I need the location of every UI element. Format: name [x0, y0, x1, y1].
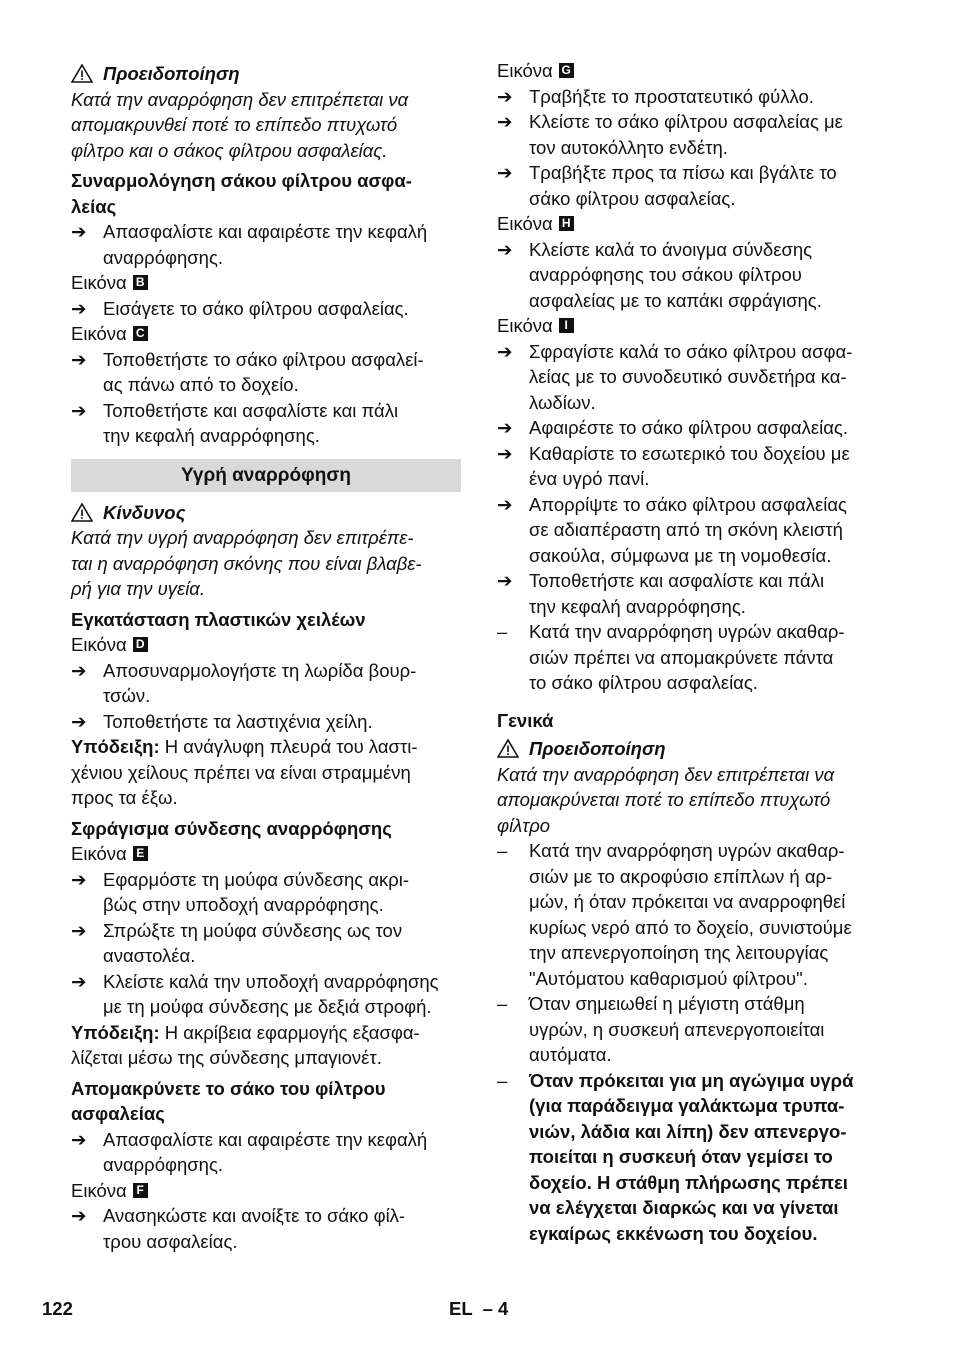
list-item: ➔ Απορρίψτε το σάκο φίλτρου ασφαλείας σε αδιαπέραστη από τη σκόνη κλειστή σακούλα, σύμφωνα με τη νομοθεσία.: [497, 492, 887, 569]
arrow-icon: ➔: [71, 659, 87, 681]
danger-text: Κατά την υγρή αναρρόφηση δεν επιτρέπε- ται η αναρρόφηση σκόνης που είναι βλαβε- ρή για την υγεία.: [71, 527, 422, 599]
warning-icon: [497, 739, 519, 758]
arrow-icon: ➔: [71, 348, 87, 370]
list-item: ➔ Εισάγετε το σάκο φίλτρου ασφαλείας.: [71, 296, 461, 322]
arrow-icon: ➔: [497, 238, 513, 260]
list-item: ➔ Ανασηκώστε και ανοίξτε το σάκο φίλ- τρου ασφαλείας.: [71, 1203, 461, 1254]
note-paragraph: Υπόδειξη: Η ακρίβεια εφαρμογής εξασφα- λίζεται μέσω της σύνδεσης μπαγιονέτ.: [71, 1021, 420, 1068]
arrow-icon: ➔: [71, 1205, 87, 1226]
section-heading: Σφράγισμα σύνδεσης αναρρόφησης: [71, 817, 392, 839]
list-item: ➔ Τοποθετήστε το σάκο φίλτρου ασφαλεί- ας πάνω από το δοχείο.: [71, 347, 461, 398]
section-heading: Εγκατάσταση πλαστικών χειλέων: [71, 608, 366, 630]
figure-letter-badge: H: [559, 216, 574, 231]
figure-reference: Εικόνα C: [71, 321, 461, 347]
danger-heading: Κίνδυνος: [71, 500, 461, 526]
figure-letter-badge: G: [559, 63, 574, 78]
figure-reference: Εικόνα B: [71, 270, 461, 296]
dash-bullet: –: [497, 840, 508, 861]
section-heading: Γενικά: [497, 709, 554, 731]
arrow-icon: ➔: [497, 493, 513, 515]
figure-reference: Εικόνα I: [497, 313, 887, 339]
figure-reference: Εικόνα F: [71, 1178, 461, 1204]
right-column: [497, 58, 887, 1246]
warning-text: Κατά την αναρρόφηση δεν επιτρέπεται να απομακρύνεται ποτέ το επίπεδο πτυχωτό φίλτρο: [497, 763, 835, 836]
figure-reference: Εικόνα G: [497, 58, 887, 84]
dash-list-item: – Όταν σημειωθεί η μέγιστη στάθμη υγρών, η συσκευή απενεργοποιείται αυτόματα.: [497, 991, 887, 1068]
warning-heading: Προειδοποίηση: [497, 736, 887, 762]
dash-bullet: –: [497, 993, 508, 1014]
arrow-icon: ➔: [71, 399, 87, 421]
dash-list-item: – Κατά την αναρρόφηση υγρών ακαθαρ- σιών με το ακροφύσιο επίπλων ή αρ- μών, ή όταν πρόκειται να αναρροφηθεί κυρίως νερό από το δοχείο, συνιστούμε την απενεργοποίηση της λειτουργίας "Αυτόματου καθαρισμού φίλτρου".: [497, 838, 887, 991]
section-heading: Συναρμολόγηση σάκου φίλτρου ασφα- λείας: [71, 170, 412, 217]
list-item: ➔ Τοποθετήστε και ασφαλίστε και πάλι την κεφαλή αναρρόφησης.: [71, 398, 461, 449]
warning-icon: [71, 64, 93, 83]
arrow-icon: ➔: [71, 297, 87, 319]
figure-reference: Εικόνα H: [497, 211, 887, 237]
note-label: Υπόδειξη:: [71, 1021, 160, 1043]
dash-bullet: –: [497, 1069, 508, 1091]
dash-list-item-bold: – Όταν πρόκειται για μη αγώγιμα υγρά (για παράδειγμα γαλάκτωμα τρυπα- νιών, λάδια και λίπη) δεν απενεργο- ποιείται η συσκευή όταν γεμίσει το δοχείο. Η στάθμη πλήρωσης πρέπει να ελέγχεται διαρκώς και να γίνεται εγκαίρως εκκένωση του δοχείου.: [497, 1068, 887, 1247]
arrow-icon: ➔: [71, 1128, 87, 1150]
note-paragraph: Υπόδειξη: Η ανάγλυφη πλευρά του λαστι- χένιου χείλους πρέπει να είναι στραμμένη προς τα έξω.: [71, 736, 418, 808]
arrow-icon: ➔: [497, 85, 513, 107]
left-column: [71, 58, 461, 1254]
arrow-icon: ➔: [497, 162, 513, 183]
list-item: ➔ Απασφαλίστε και αφαιρέστε την κεφαλή αναρρόφησης.: [71, 1127, 461, 1178]
arrow-icon: ➔: [497, 111, 513, 132]
figure-letter-badge: F: [133, 1183, 148, 1198]
arrow-icon: ➔: [71, 221, 87, 242]
language-page-label: EL – 4: [449, 1298, 509, 1319]
section-heading: Απομακρύνετε το σάκο του φίλτρου ασφαλείας: [71, 1077, 386, 1124]
warning-text: Κατά την αναρρόφηση δεν επιτρέπεται να απομακρυνθεί ποτέ το επίπεδο πτυχωτό φίλτρο και ο σάκος φίλτρου ασφαλείας.: [71, 88, 409, 161]
arrow-icon: ➔: [71, 868, 87, 890]
arrow-icon: ➔: [497, 570, 513, 591]
figure-reference: Εικόνα D: [71, 632, 461, 658]
list-item: ➔ Αποσυναρμολογήστε τη λωρίδα βουρ- τσών.: [71, 658, 461, 709]
figure-letter-badge: D: [133, 637, 148, 652]
arrow-icon: ➔: [497, 340, 513, 362]
figure-letter-badge: E: [133, 846, 148, 861]
figure-letter-badge: C: [133, 326, 148, 341]
list-item: ➔ Εφαρμόστε τη μούφα σύνδεσης ακρι- βώς στην υποδοχή αναρρόφησης.: [71, 867, 461, 918]
arrow-icon: ➔: [71, 710, 87, 732]
arrow-icon: ➔: [497, 442, 513, 464]
list-item: ➔ Σφραγίστε καλά το σάκο φίλτρου ασφα- λείας με το συνοδευτικό συνδετήρα κα- λωδίων.: [497, 339, 887, 416]
figure-reference: Εικόνα E: [71, 841, 461, 867]
list-item: ➔ Σπρώξτε τη μούφα σύνδεσης ως τον αναστολέα.: [71, 918, 461, 969]
dash-list-item: – Κατά την αναρρόφηση υγρών ακαθαρ- σιών πρέπει να απομακρύνετε πάντα το σάκο φίλτρου ασφαλείας.: [497, 619, 887, 696]
note-label: Υπόδειξη:: [71, 736, 160, 757]
section-band-title: Υγρή αναρρόφηση: [71, 459, 461, 492]
page-number: 122: [42, 1298, 73, 1319]
list-item: ➔ Τοποθετήστε και ασφαλίστε και πάλι την κεφαλή αναρρόφησης.: [497, 568, 887, 619]
warning-heading: Προειδοποίηση: [71, 61, 461, 87]
list-item: ➔ Καθαρίστε το εσωτερικό του δοχείου με ένα υγρό πανί.: [497, 441, 887, 492]
arrow-icon: ➔: [71, 919, 87, 941]
list-item: ➔ Κλείστε καλά την υποδοχή αναρρόφησης με τη μούφα σύνδεσης με δεξιά στροφή.: [71, 969, 461, 1020]
list-item: ➔ Κλείστε το σάκο φίλτρου ασφαλείας με τον αυτοκόλλητο ενδέτη.: [497, 109, 887, 160]
list-item: ➔ Τοποθετήστε τα λαστιχένια χείλη.: [71, 709, 461, 735]
arrow-icon: ➔: [497, 417, 513, 438]
list-item: ➔ Κλείστε καλά το άνοιγμα σύνδεσης αναρρόφησης του σάκου φίλτρου ασφαλείας με το καπάκι σφράγισης.: [497, 237, 887, 314]
list-item: ➔ Τραβήξτε προς τα πίσω και βγάλτε το σάκο φίλτρου ασφαλείας.: [497, 160, 887, 211]
figure-letter-badge: I: [559, 318, 574, 333]
warning-icon: [71, 503, 93, 522]
dash-bullet: –: [497, 621, 508, 642]
figure-letter-badge: B: [133, 275, 148, 290]
arrow-icon: ➔: [71, 970, 87, 992]
list-item: ➔ Αφαιρέστε το σάκο φίλτρου ασφαλείας.: [497, 415, 887, 441]
list-item: ➔ Απασφαλίστε και αφαιρέστε την κεφαλή αναρρόφησης.: [71, 219, 461, 270]
list-item: ➔ Τραβήξτε το προστατευτικό φύλλο.: [497, 84, 887, 110]
